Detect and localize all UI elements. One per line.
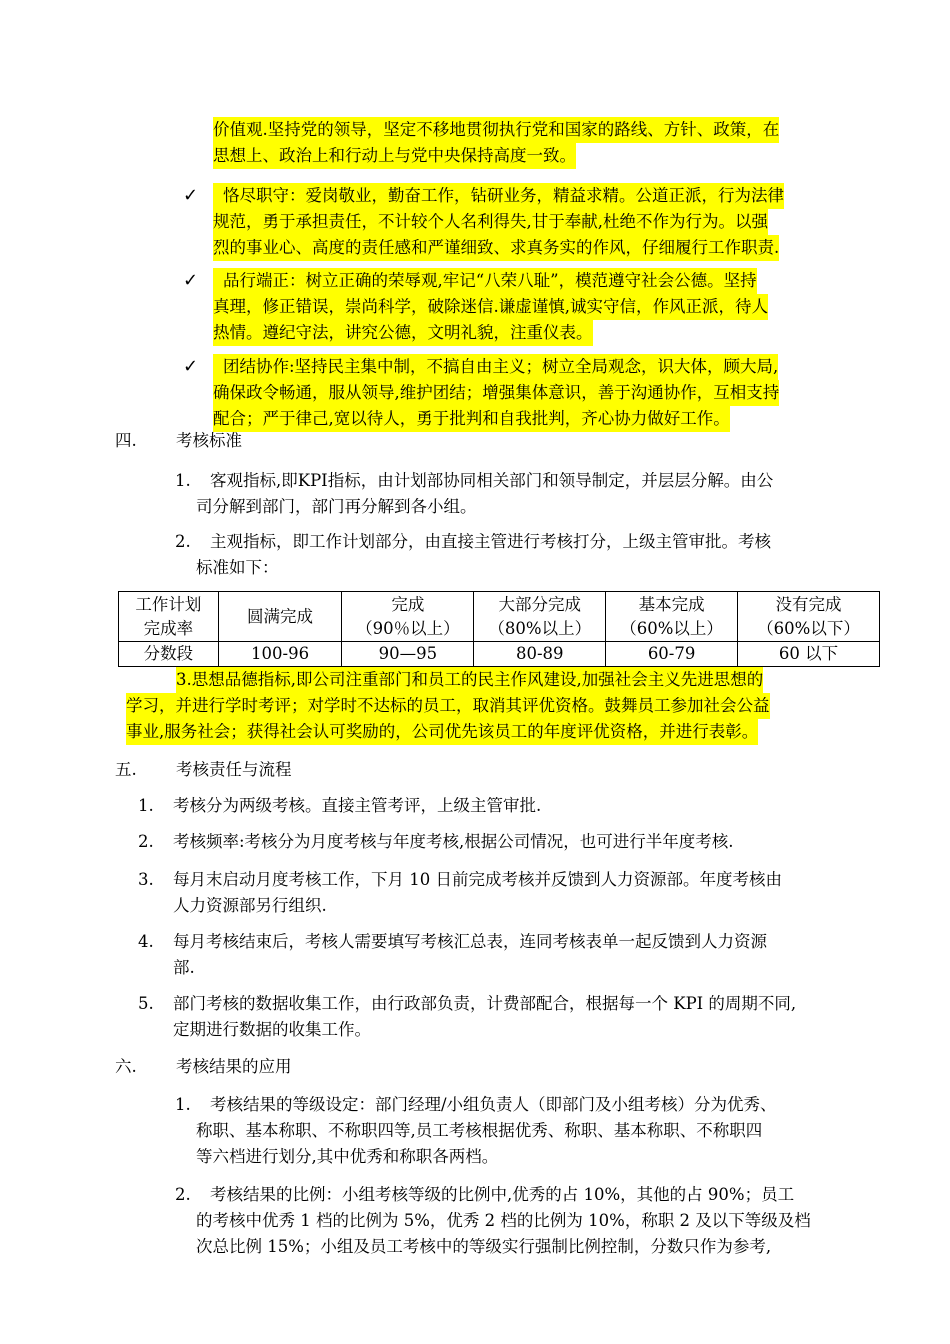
list-item-line: 等六档进行划分,其中优秀和称职各两档。 — [196, 1147, 499, 1166]
list-item-line: 每月末启动月度考核工作，下月 10 日前完成考核并反馈到人力资源部。年度考核由 — [173, 870, 782, 889]
list-item-line: 标准如下： — [196, 558, 279, 577]
list-item-line: 司分解到部门，部门再分解到各小组。 — [196, 497, 477, 516]
moral-indicator-line: 事业,服务社会；获得社会认可奖励的，公司优先该员工的年度评优资格，并进行表彰。 — [126, 719, 758, 745]
list-item-line: 考核分为两级考核。直接主管考评，上级主管审批. — [173, 796, 542, 815]
table-cell: 60-79 — [606, 642, 738, 667]
table-header-cell: 工作计划 完成率 — [119, 592, 219, 642]
section-title: 考核标准 — [176, 431, 242, 450]
list-number: 1. — [138, 796, 154, 815]
table-cell: 90—95 — [342, 642, 474, 667]
virtue-item-line: 品行端正：树立正确的荣辱观,牢记“八荣八耻”，模范遵守社会公德。坚持 — [213, 268, 757, 294]
list-number: 5. — [138, 994, 154, 1013]
list-item-line: 每月考核结束后，考核人需要填写考核汇总表，连同考核表单一起反馈到人力资源 — [173, 932, 767, 951]
list-number: 2. — [175, 532, 191, 551]
virtue-item-line: 团结协作:坚持民主集中制，不搞自由主义；树立全局观念，识大体，顾大局, — [213, 354, 778, 380]
checkmark-icon: ✓ — [183, 185, 199, 206]
section-number: 五. — [115, 760, 137, 779]
section-title: 考核责任与流程 — [176, 760, 292, 779]
list-item-line: 人力资源部另行组织. — [173, 896, 327, 915]
list-number: 4. — [138, 932, 154, 951]
table-header-cell: 大部分完成 （80%以上） — [474, 592, 606, 642]
list-item-line: 定期进行数据的收集工作。 — [173, 1020, 371, 1039]
checkmark-icon: ✓ — [183, 356, 199, 377]
list-item-line: 主观指标，即工作计划部分，由直接主管进行考核打分，上级主管审批。考核 — [210, 532, 771, 551]
list-item-line: 考核结果的比例：小组考核等级的比例中,优秀的占 10%，其他的占 90%；员工 — [210, 1185, 795, 1204]
virtue-intro-line: 价值观.坚持党的领导，坚定不移地贯彻执行党和国家的路线、方针、政策，在 — [213, 117, 779, 143]
virtue-item-line: 烈的事业心、高度的责任感和严谨细致、求真务实的作风，仔细履行工作职责. — [213, 235, 779, 261]
list-item-line: 部门考核的数据收集工作，由行政部负责，计费部配合，根据每一个 KPI 的周期不同, — [173, 994, 797, 1013]
list-number: 1. — [175, 471, 191, 490]
moral-indicator-line: 学习，并进行学时考评；对学时不达标的员工，取消其评优资格。鼓舞员工参加社会公益 — [126, 693, 770, 719]
section-number: 四. — [115, 431, 137, 450]
list-number: 2. — [138, 832, 154, 851]
list-number: 3. — [138, 870, 154, 889]
checkmark-icon: ✓ — [183, 270, 199, 291]
list-item-line: 客观指标,即KPI指标，由计划部协同相关部门和领导制定，并层层分解。由公 — [210, 471, 774, 490]
table-header-cell: 完成 （90％以上） — [342, 592, 474, 642]
table-header-cell: 没有完成 （60%以下） — [738, 592, 880, 642]
table-header-cell: 圆满完成 — [218, 592, 342, 642]
virtue-item-line: 规范，勇于承担责任，不计较个人名利得失,甘于奉献,杜绝不作为行为。以强 — [213, 209, 768, 235]
table-row-label: 分数段 — [119, 642, 219, 667]
list-item-line: 的考核中优秀 1 档的比例为 5%，优秀 2 档的比例为 10%，称职 2 及以下等级及档 — [196, 1211, 811, 1230]
table-cell: 80-89 — [474, 642, 606, 667]
list-number: 2. — [175, 1185, 191, 1204]
table-cell: 60 以下 — [738, 642, 880, 667]
virtue-item-line: 恪尽职守：爱岗敬业，勤奋工作，钻研业务，精益求精。公道正派，行为法律 — [213, 183, 784, 209]
list-item-line: 考核结果的等级设定：部门经理/小组负责人（即部门及小组考核）分为优秀、 — [210, 1095, 777, 1114]
list-number: 1. — [175, 1095, 191, 1114]
virtue-intro-line: 思想上、政治上和行动上与党中央保持高度一致。 — [213, 143, 576, 169]
table-header-cell: 基本完成 （60%以上） — [606, 592, 738, 642]
moral-indicator-line: 3.思想品德指标,即公司注重部门和员工的民主作风建设,加强社会主义先进思想的 — [176, 667, 763, 693]
assessment-standard-table — [118, 591, 880, 667]
virtue-item-line: 配合；严于律己,宽以待人，勇于批判和自我批判，齐心协力做好工作。 — [213, 406, 730, 432]
virtue-item-line: 真理，修正错误，崇尚科学，破除迷信.谦虚谨慎,诚实守信，作风正派，待人 — [213, 294, 768, 320]
section-title: 考核结果的应用 — [176, 1057, 292, 1076]
virtue-item-line: 确保政令畅通，服从领导,维护团结；增强集体意识，善于沟通协作，互相支持 — [213, 380, 779, 406]
list-item-line: 考核频率:考核分为月度考核与年度考核,根据公司情况，也可进行半年度考核. — [173, 832, 734, 851]
list-item-line: 部. — [173, 958, 195, 977]
list-item-line: 次总比例 15%；小组及员工考核中的等级实行强制比例控制，分数只作为参考, — [196, 1237, 772, 1256]
virtue-item-line: 热情。遵纪守法，讲究公德，文明礼貌，注重仪表。 — [213, 320, 593, 346]
section-number: 六. — [115, 1057, 137, 1076]
list-item-line: 称职、基本称职、不称职四等,员工考核根据优秀、称职、基本称职、不称职四 — [196, 1121, 763, 1140]
table-cell: 100-96 — [218, 642, 342, 667]
